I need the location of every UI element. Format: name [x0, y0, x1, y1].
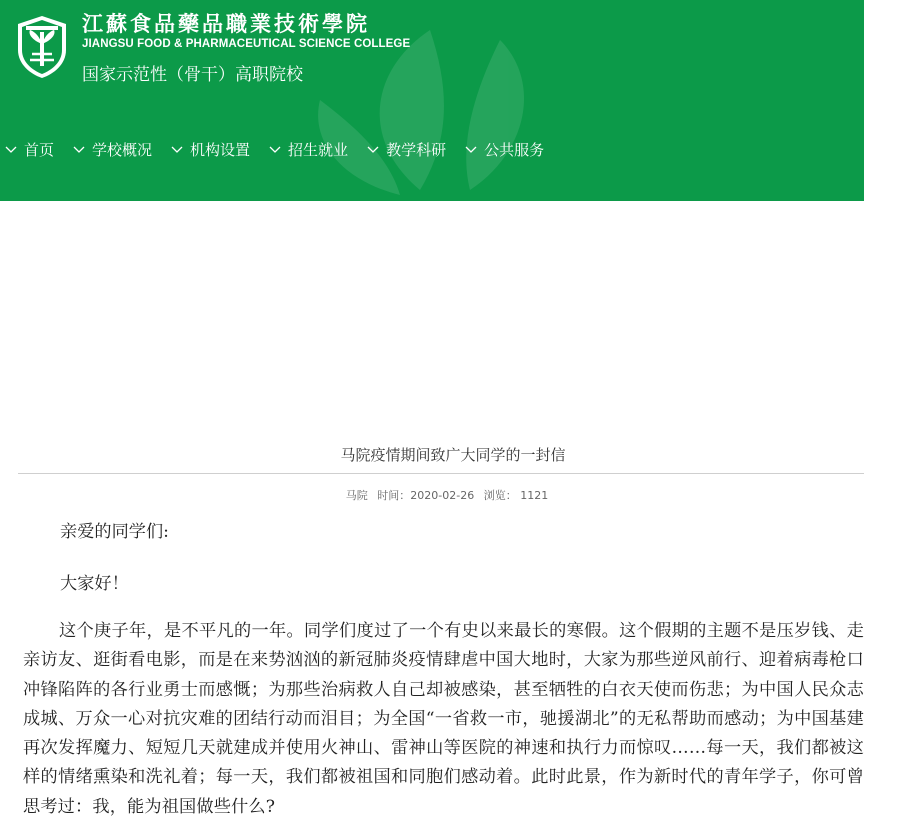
college-logo-icon[interactable] — [14, 14, 70, 80]
title-divider — [18, 473, 864, 474]
nav-item-label: 机构设置 — [190, 140, 251, 159]
nav-item-public-services[interactable] — [464, 139, 544, 160]
time-value: 2020-02-26 — [410, 489, 475, 502]
letter-paragraph: 这个庚子年，是不平凡的一年。同学们度过了一个有史以来最长的寒假。这个假期的主题不是压岁钱、走亲访友、逛街看电影，而是在来势汹汹的新冠肺炎疫情肆虐中国大地时，大家为那些逆风前行、迎着病毒枪口冲锋陷阵的各行业勇士而感慨；为那些治病救人自己却被感染，甚至牺牲的白衣天使而伤悲；为中国人民众志成城、万众一心对抗灾难的团结行动而泪目；为全国“一省救一市，驰援湖北”的无私帮助而感动；为中国基建再次发挥魔力、短短几天就建成并使用火神山、雷神山等医院的神速和执行力而惊叹……每一天，我们都被这样的情绪熏染和洗礼着；每一天，我们都被祖国和同胞们感动着。此时此景，作为新时代的青年学子，你可曾思考过：我，能为祖国做些什么? — [23, 621, 864, 817]
main-nav — [0, 137, 544, 161]
chevron-down-icon — [464, 144, 478, 154]
school-name-english: JIANGSU FOOD & PHARMACEUTICAL SCIENCE COLLEGE — [82, 38, 411, 50]
article-time — [377, 489, 474, 502]
views-label: 浏览： — [483, 489, 517, 502]
article-meta — [0, 487, 864, 503]
nav-item-label: 教学科研 — [386, 140, 447, 159]
article-source: 马院 — [345, 489, 368, 502]
views-value: 1121 — [520, 489, 549, 502]
nav-item-admissions[interactable] — [268, 139, 348, 160]
site-header — [0, 0, 864, 201]
nav-item-label: 公共服务 — [484, 140, 545, 159]
chevron-down-icon — [72, 144, 86, 154]
school-tagline: 国家示范性（骨干）高职院校 — [82, 65, 303, 85]
nav-item-organization[interactable] — [170, 139, 250, 160]
chevron-down-icon — [366, 144, 380, 154]
school-name-chinese[interactable]: 江蘇食品藥品職業技術學院 — [82, 11, 370, 36]
time-label: 时间： — [377, 489, 411, 502]
article-title: 马院疫情期间致广大同学的一封信 — [340, 446, 566, 464]
letter-greeting: 亲爱的同学们: — [60, 522, 169, 542]
chevron-down-icon — [268, 144, 282, 154]
letter-hello: 大家好！ — [60, 574, 129, 594]
nav-item-label: 首页 — [24, 140, 55, 159]
nav-item-label: 招生就业 — [288, 140, 349, 159]
nav-item-about[interactable] — [72, 139, 152, 160]
nav-item-home[interactable] — [4, 139, 54, 160]
nav-item-teaching-research[interactable] — [366, 139, 446, 160]
chevron-down-icon — [170, 144, 184, 154]
article-views — [484, 489, 549, 502]
chevron-down-icon — [4, 144, 18, 154]
nav-item-label: 学校概况 — [92, 140, 153, 159]
